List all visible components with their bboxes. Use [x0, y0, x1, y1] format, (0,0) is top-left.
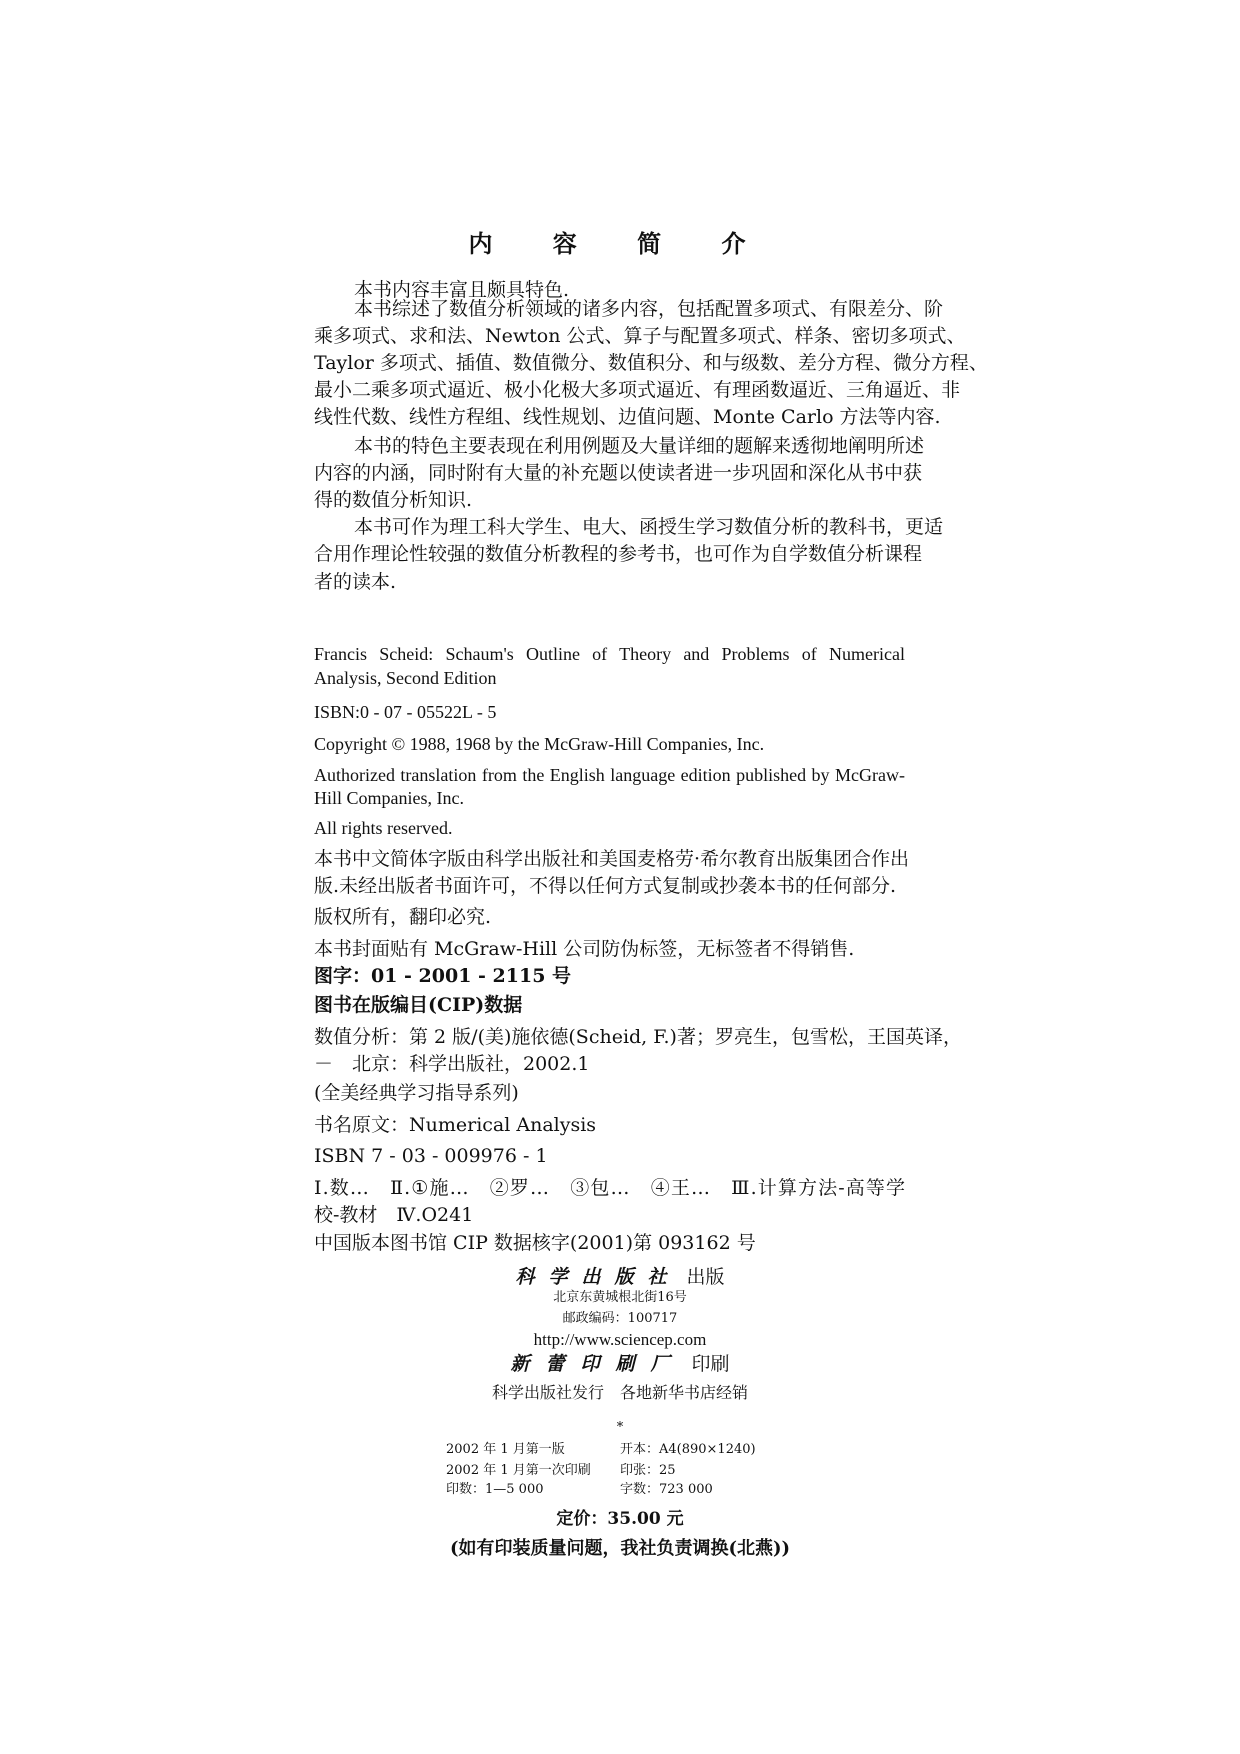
distribution: 科学出版社发行 各地新华书店经销 — [491, 1383, 748, 1402]
intro-p2-line: 本书综述了数值分析领域的诸多内容，包括配置多项式、有限差分、阶 — [354, 298, 944, 320]
intro-p2-line: 乘多项式、求和法、Newton 公式、算子与配置多项式、样条、密切多项式、 — [314, 325, 966, 347]
cip-isbn: ISBN 7 - 03 - 009976 - 1 — [314, 1145, 548, 1167]
spec-wordcount: 字数：723 000 — [620, 1482, 713, 1497]
spec-printing: 2002 年 1 月第一次印刷 — [446, 1463, 591, 1478]
publish-label: 出版 — [686, 1266, 725, 1288]
cip-entry: 数值分析：第 2 版/(美)施依德(Scheid, F.)著；罗亮生，包雪松，王国英译， — [314, 1026, 962, 1048]
intro-p3-line: 得的数值分析知识. — [314, 489, 473, 511]
source-title: Analysis, Second Edition — [314, 668, 497, 688]
intro-p2-line: 最小二乘多项式逼近、极小化极大多项式逼近、有理函数逼近、三角逼近、非 — [314, 379, 961, 401]
original-isbn: ISBN:0 - 07 - 05522L - 5 — [314, 702, 497, 722]
intro-p2-line: Taylor 多项式、插值、数值微分、数值积分、和与级数、差分方程、微分方程、 — [314, 352, 988, 374]
intro-p4-line: 合用作理论性较强的数值分析教程的参考书，也可作为自学数值分析课程 — [314, 543, 923, 565]
cn-notice: 本书中文简体字版由科学出版社和美国麦格劳·希尔教育出版集团合作出 — [314, 848, 910, 870]
publisher-url: http://www.sciencep.com — [533, 1330, 707, 1349]
intro-p4-line: 者的读本. — [314, 571, 397, 593]
intro-p4-line: 本书可作为理工科大学生、电大、函授生学习数值分析的教科书，更适 — [354, 516, 944, 538]
cn-rights: 版权所有，翻印必究. — [314, 906, 492, 928]
cip-subjects: Ⅰ.数… Ⅱ.①施… ②罗… ③包… ④王… Ⅲ.计算方法-高等学 — [314, 1177, 905, 1199]
intro-p2-line: 线性代数、线性方程组、线性规划、边值问题、Monte Carlo 方法等内容. — [314, 406, 941, 428]
cip-original-title: 书名原文：Numerical Analysis — [314, 1114, 597, 1136]
separator-star: * — [616, 1420, 624, 1435]
spec-edition: 2002 年 1 月第一版 — [446, 1442, 565, 1457]
authorized-translation: Authorized translation from the English language edition published by McGraw- — [314, 765, 905, 785]
print-label: 印刷 — [691, 1353, 730, 1375]
spec-sheets: 印张：25 — [620, 1463, 676, 1478]
printer-logo: 新蕾印刷厂 — [510, 1353, 686, 1375]
price: 定价：35.00 元 — [556, 1509, 684, 1529]
spec-format: 开本：A4(890×1240) — [620, 1442, 756, 1457]
postcode: 邮政编码：100717 — [562, 1311, 678, 1326]
intro-p3-line: 本书的特色主要表现在利用例题及大量详细的题解来透彻地阐明所述 — [354, 435, 925, 457]
intro-p3-line: 内容的内涵，同时附有大量的补充题以使读者进一步巩固和深化从书中获 — [314, 462, 923, 484]
cip-number: 中国版本图书馆 CIP 数据核字(2001)第 093162 号 — [314, 1232, 756, 1254]
publisher-line — [0, 1265, 1240, 1289]
cip-subjects: 校-教材 Ⅳ.O241 — [314, 1204, 474, 1226]
cn-notice: 版.未经出版者书面许可，不得以任何方式复制或抄袭本书的任何部分. — [314, 875, 897, 897]
source-title: Francis Scheid: Schaum's Outline of Theory and Problems of Numerical — [314, 644, 905, 664]
cip-series: (全美经典学习指导系列) — [314, 1082, 519, 1104]
label-notice: 本书封面贴有 McGraw-Hill 公司防伪标签，无标签者不得销售. — [314, 938, 855, 960]
all-rights: All rights reserved. — [314, 818, 453, 838]
quality-note: (如有印装质量问题，我社负责调换(北燕)) — [449, 1538, 791, 1559]
printer-line — [0, 1352, 1240, 1376]
copyright-line: Copyright © 1988, 1968 by the McGraw-Hill Companies, Inc. — [314, 734, 765, 754]
publisher-address: 北京东黄城根北街16号 — [553, 1290, 687, 1305]
intro-p1: 本书内容丰富且颇具特色. — [354, 279, 570, 301]
contract-number: 图字：01 - 2001 - 2115 号 — [314, 965, 572, 987]
page-title: 内 容 简 介 — [468, 229, 772, 258]
cip-entry: － 北京：科学出版社，2002.1 — [314, 1053, 590, 1075]
spec-copies: 印数：1—5 000 — [446, 1482, 544, 1497]
cip-heading: 图书在版编目(CIP)数据 — [314, 994, 523, 1016]
authorized-translation: Hill Companies, Inc. — [314, 788, 464, 808]
publisher-logo: 科学出版社 — [515, 1266, 681, 1288]
